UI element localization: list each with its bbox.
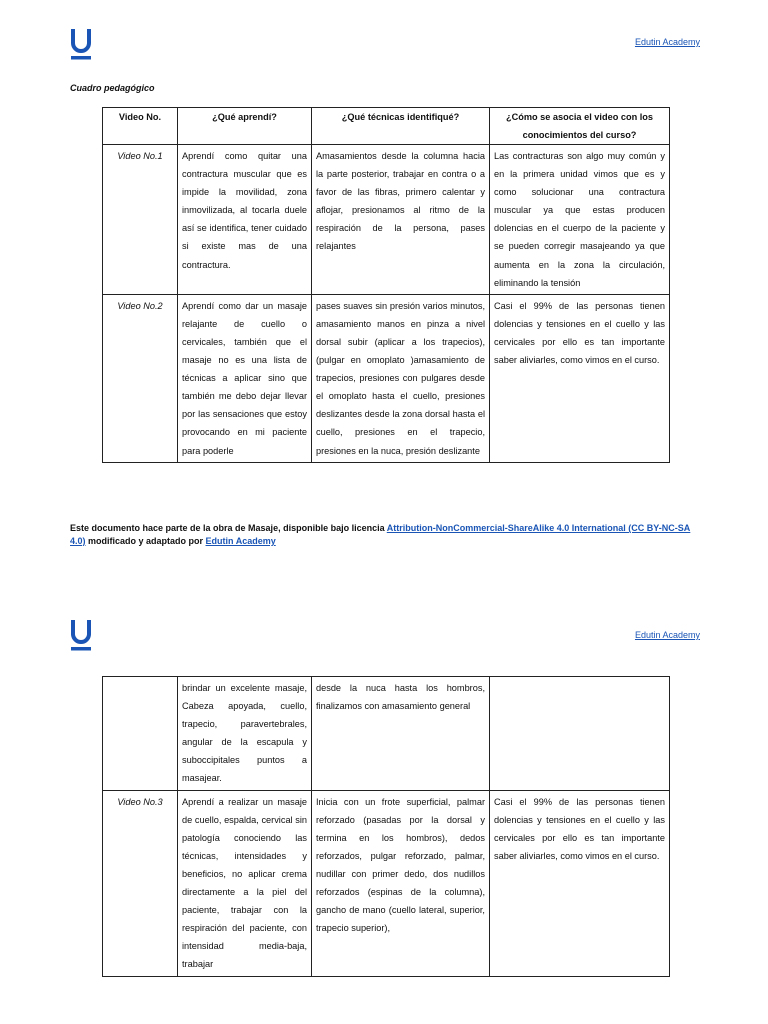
table-row [103,145,670,295]
pedagogical-table [102,107,670,463]
edutin-logo-icon [70,618,92,652]
table-header-row [103,108,670,145]
license-middle: modificado y adaptado por [85,536,206,546]
edutin-academy-link[interactable]: Edutin Academy [634,37,700,47]
table-row [103,294,670,462]
license-prefix: Este documento hace parte de la obra de Masaje, disponible bajo licencia [70,523,387,533]
video-number-cell [103,677,178,791]
header-video-no: Video No. [103,108,178,145]
association-cell: Las contracturas son algo muy común y en la primera unidad vimos que es y como solucionar una contractura muscular ya que estas producen dolencias en el cuerpo de la paciente y se pueden corregir masajeando ya que aumenta en la zona la circulación, eliminando la tensión [490,145,670,295]
header-association: ¿Cómo se asocia el video con los conocimientos del curso? [490,108,670,145]
techniques-cell: Amasamientos desde la columna hacia la parte posterior, trabajar en contra o a favor de las fibras, primero calentar y aflojar, presionamos al ritmo de la respiración de la persona, pases relajantes [312,145,490,295]
table-row [103,677,670,791]
table-row [103,790,670,976]
header-techniques: ¿Qué técnicas identifiqué? [312,108,490,145]
association-cell [490,677,670,791]
section-title: Cuadro pedagógico [70,83,155,93]
learned-cell: brindar un excelente masaje, Cabeza apoyada, cuello, trapecio, paravertebrales, angular de la escapula y suboccipitales puntos a masajear. [178,677,312,791]
edutin-academy-link[interactable]: Edutin Academy [634,630,700,640]
license-note [70,522,700,548]
video-number-cell: Video No.1 [103,145,178,295]
license-link[interactable]: Attribution-NonCommercial-ShareAlike 4.0 International (CC BY-NC-SA 4.0) [70,523,691,546]
techniques-cell: desde la nuca hasta los hombros, finalizamos con amasamiento general [312,677,490,791]
edutin-logo-icon [70,27,92,61]
pedagogical-table-continued [102,676,670,977]
learned-cell: Aprendí a realizar un masaje de cuello, espalda, cervical sin patología conociendo las técnicas, intensidades y beneficios, no aplicar crema directamente a la piel del paciente, trabajar con la respiración del paciente, con intensidad media-baja, trabajar [178,790,312,976]
association-cell: Casi el 99% de las personas tienen dolencias y tensiones en el cuello y las cervicales por ello es tan importante saber aliviarles, como vimos en el curso. [490,294,670,462]
header-what-learned: ¿Qué aprendí? [178,108,312,145]
video-number-cell: Video No.2 [103,294,178,462]
author-link[interactable]: Edutin Academy [205,536,276,546]
techniques-cell: Inicia con un frote superficial, palmar reforzado (pasadas por la dorsal y termina en los hombros), dedos reforzados, pulgar reforzado, palmar, nudillar con primer dedo, dos nudillos reforzados (espinas de la columna), gancho de mano (cuello lateral, superior, trapecio superior), [312,790,490,976]
techniques-cell: pases suaves sin presión varios minutos, amasamiento manos en pinza a nivel dorsal subir (aplicar a los trapecios), (pulgar en omoplato )amasamiento de trapecios, presiones con pulgares desde el omoplato hasta el cuello, presiones deslizantes desde la zona dorsal hasta el cuello, presiones en el trapecio, presiones en la nuca, presión deslizante [312,294,490,462]
learned-cell: Aprendí como quitar una contractura muscular que es impide la movilidad, zona inmovilizada, al tocarla duele así se identifica, tener cuidado si existe mas de una contractura. [178,145,312,295]
video-number-cell: Video No.3 [103,790,178,976]
learned-cell: Aprendí como dar un masaje relajante de cuello o cervicales, también que el masaje no es una lista de técnicas a aplicar sino que también me debo dejar llevar por las sensaciones que estoy provocando en mi paciente para poderle [178,294,312,462]
association-cell: Casi el 99% de las personas tienen dolencias y tensiones en el cuello y las cervicales por ello es tan importante saber aliviarles, como vimos en el curso. [490,790,670,976]
document-page-2 [0,590,768,1024]
page-2-content [0,590,768,1024]
